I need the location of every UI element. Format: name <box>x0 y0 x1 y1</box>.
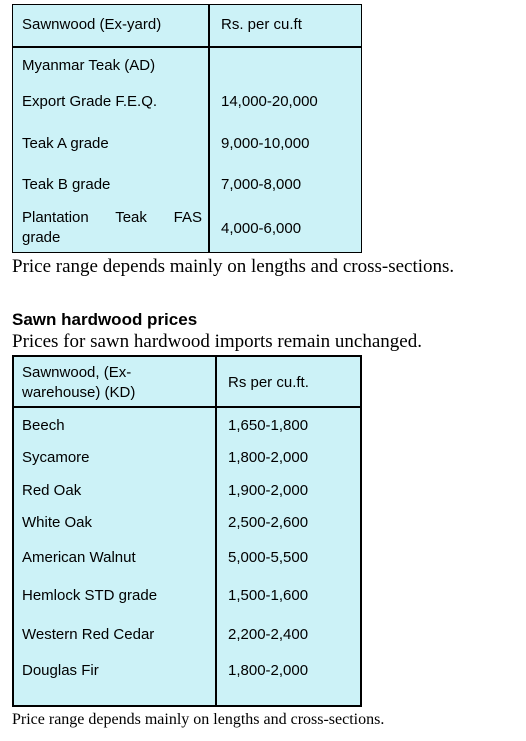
table2-row-price: 5,000-5,500 <box>228 549 309 566</box>
table1-row-item: Plantation Teak FAS grade <box>22 209 202 246</box>
section-subtitle: Prices for sawn hardwood imports remain unchanged. <box>12 331 422 352</box>
table2-row-price: 1,500-1,600 <box>228 587 309 604</box>
table1-row-item: Teak B grade <box>22 176 111 193</box>
table2-header-divider <box>12 406 362 408</box>
table1-row-item: Myanmar Teak (AD) <box>22 57 156 74</box>
table2-row-price: 2,500-2,600 <box>228 514 309 531</box>
table2-header-price: Rs per cu.ft. <box>228 374 309 391</box>
table2-row-item: White Oak <box>22 514 93 531</box>
table1-header-price: Rs. per cu.ft <box>221 16 302 33</box>
table2-row-price: 2,200-2,400 <box>228 626 309 643</box>
table2-row-price: 1,800-2,000 <box>228 449 309 466</box>
table1-footnote: Price range depends mainly on lengths and cross-sections. <box>12 256 455 277</box>
table1-row-price: 7,000-8,000 <box>221 176 302 193</box>
table2-row-item: American Walnut <box>22 549 136 566</box>
section-title: Sawn hardwood prices <box>12 310 198 329</box>
table2-footnote: Price range depends mainly on lengths and cross-sections. <box>12 711 385 728</box>
table2-header-item: Sawnwood, (Ex-warehouse) (KD) <box>22 364 136 401</box>
table2-row-item: Douglas Fir <box>22 662 99 679</box>
table1-row-price: 9,000-10,000 <box>221 135 310 152</box>
table2-row-item: Western Red Cedar <box>22 626 155 643</box>
table2-row-price: 1,900-2,000 <box>228 482 309 499</box>
table2-row-price: 1,800-2,000 <box>228 662 309 679</box>
table1-row-item: Teak A grade <box>22 135 109 152</box>
table2-row-item: Beech <box>22 417 65 434</box>
table2-row-price: 1,650-1,800 <box>228 417 309 434</box>
table1-header-divider <box>12 46 362 48</box>
table1-row-price: 4,000-6,000 <box>221 220 302 237</box>
table1-column-divider <box>208 4 210 253</box>
table2-row-item: Red Oak <box>22 482 82 499</box>
table1-row-price: 14,000-20,000 <box>221 93 318 110</box>
table1-header-item: Sawnwood (Ex-yard) <box>22 16 162 33</box>
table2-row-item: Sycamore <box>22 449 90 466</box>
table1-row-item: Export Grade F.E.Q. <box>22 93 158 110</box>
table2-row-item: Hemlock STD grade <box>22 587 158 604</box>
